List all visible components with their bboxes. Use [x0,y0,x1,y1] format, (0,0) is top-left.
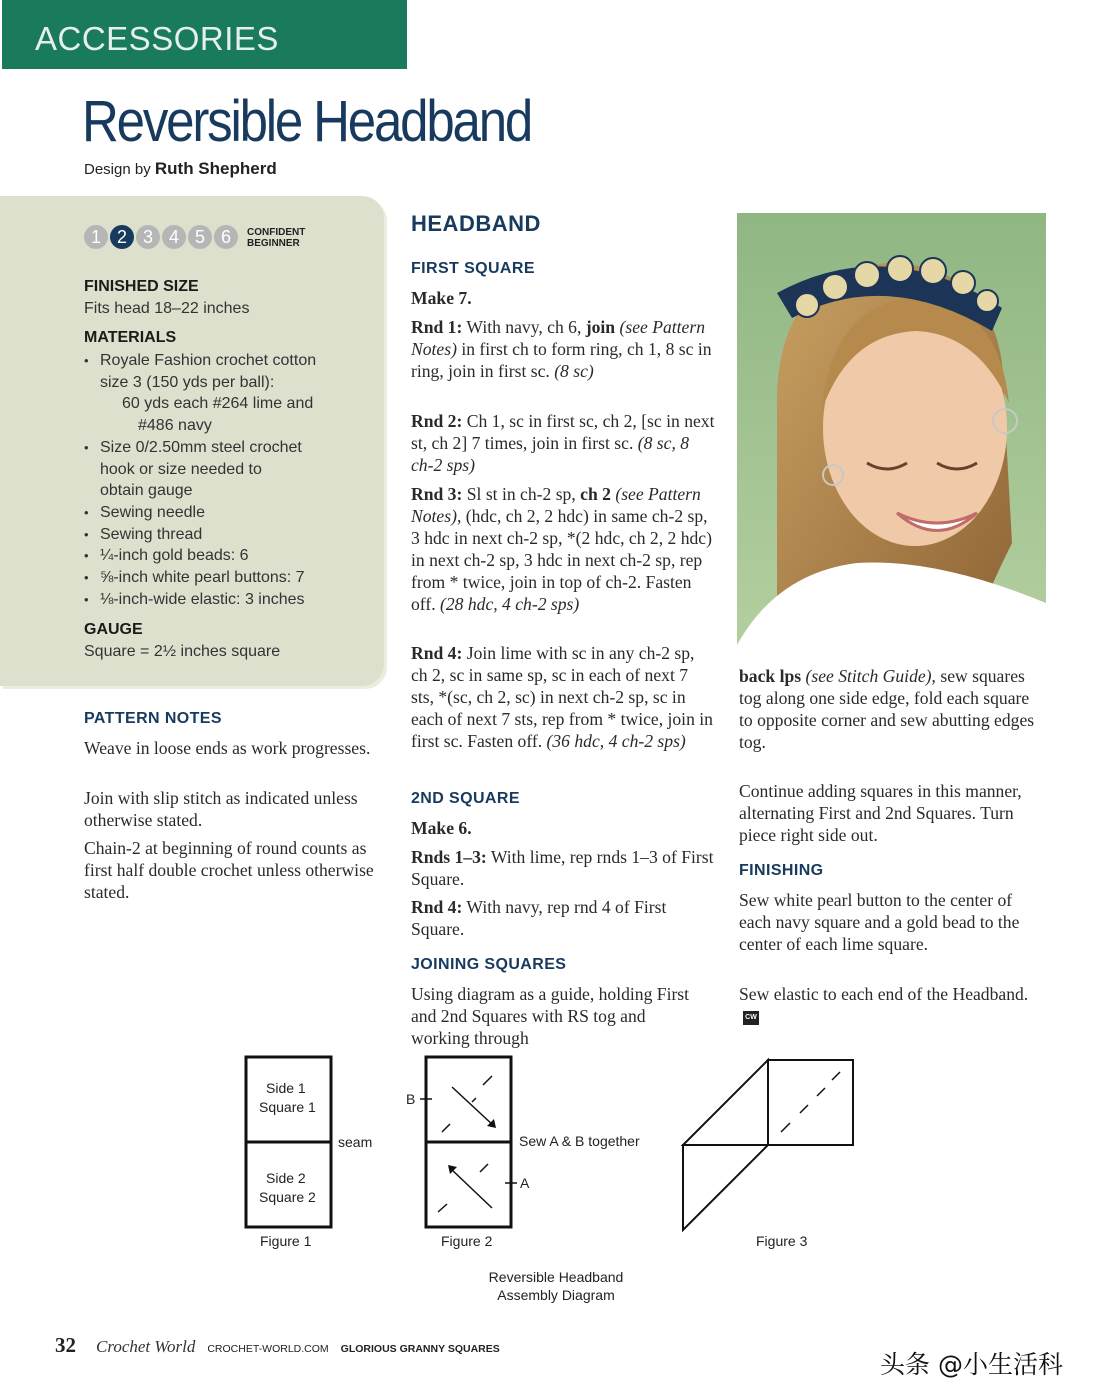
issue-title: GLORIOUS GRANNY SQUARES [340,1343,500,1355]
joining-heading: JOINING SQUARES [411,956,567,973]
pattern-notes-heading: PATTERN NOTES [84,710,222,727]
rnd4-2nd-instruction: Rnd 4: With navy, rep rnd 4 of First Square. [411,897,667,939]
skill-level-2-icon: 2 [110,225,134,249]
pattern-note: Chain-2 at beginning of round counts as first half double crochet unless otherwise stated. [84,838,374,902]
finishing-text-1: Sew white pearl button to the center of each navy square and a gold bead to the center of each lime square. [739,890,1020,954]
second-square-heading: 2ND SQUARE [411,790,520,807]
headband-heading: HEADBAND [411,211,541,236]
byline [84,159,277,179]
pattern-note: Join with slip stitch as indicated unless otherwise stated. [84,788,358,830]
finishing-text-2: Sew elastic to each end of the Headband.CW [739,983,1039,1027]
list-item: • ⅝-inch white pearl buttons: 7 [84,567,374,589]
finishing-heading: FINISHING [739,862,824,879]
skill-level-1-icon: 1 [84,225,108,249]
list-item: • Royale Fashion crochet cotton [84,350,374,372]
figure1-side2-label: Side 2 [266,1170,306,1186]
figure1-square1-label: Square 1 [259,1099,316,1115]
rnd1-instruction: Rnd 1: With navy, ch 6, join (see Pattern Notes) in first ch to form ring, ch 1, 8 sc in ring, join in first sc. (8 sc) [411,317,712,381]
list-item: • Sewing thread [84,524,374,546]
byline-prefix: Design by [84,161,151,178]
first-square-heading: FIRST SQUARE [411,260,535,277]
watermark: 头条 @小生活科 [880,1350,1063,1379]
figure2-note: Sew A & B together [519,1133,640,1149]
gauge-text: Square = 2½ inches square [84,643,281,660]
end-mark-icon: CW [743,1011,759,1025]
list-item: hook or size needed to [100,460,262,478]
finished-size-heading: FINISHED SIZE [84,278,199,295]
joining-text-part2: back lps (see Stitch Guide), sew squares tog along one side edge, fold each square to opposite corner and sew abutting edges tog. [739,666,1035,752]
list-item: • Sewing needle [84,502,374,524]
figure1-label: Figure 1 [260,1233,312,1249]
skill-level-3-icon: 3 [136,225,160,249]
figure3-folded-square [683,1060,853,1230]
skill-level-5-icon: 5 [188,225,212,249]
magazine-url: CROCHET-WORLD.COM [207,1343,329,1355]
page-title: Reversible Headband [82,89,532,154]
figure3-label: Figure 3 [756,1233,808,1249]
skill-level-6-icon: 6 [214,225,238,249]
list-item: obtain gauge [100,482,193,500]
section-label: ACCESSORIES [35,20,279,57]
list-item: • ¼-inch gold beads: 6 [84,545,374,567]
figure2-b-label: B [406,1091,416,1107]
headband-model-photo [737,213,1046,645]
page-footer [55,1333,500,1363]
page-number: 32 [55,1333,76,1357]
materials-list [84,350,374,610]
rnds1-3-instruction: Rnds 1–3: With lime, rep rnds 1–3 of First Square. [411,847,714,889]
materials-heading: MATERIALS [84,329,177,346]
designer-name: Ruth Shepherd [154,159,277,178]
joining-text-2: Continue adding squares in this manner, alternating First and 2nd Squares. Turn piece right side out. [739,781,1022,845]
figure1-side1-label: Side 1 [266,1080,306,1096]
rnd3-instruction: Rnd 3: Sl st in ch-2 sp, ch 2 (see Pattern Notes), (hdc, ch 2, 2 hdc) in same ch-2 sp, 3 hdc in next ch-2 sp, *(2 hdc, ch 2, 2 hdc) in next ch-2 sp, 3 hdc in next ch-2 sp, rep from * twice, join in top of ch-2. Fasten off. (28 hdc, 4 ch-2 sps) [411,484,712,614]
rnd4-instruction: Rnd 4: Join lime with sc in any ch-2 sp, ch 2, sc in same sp, sc in each of next 7 sts, *(sc, ch 2, sc) in next ch-2 sp, sc in each of next 7 sts, rep from * twice, join in first sc. Fasten off. (36 hdc, 4 ch-2 sps) [411,643,713,751]
figure2-label: Figure 2 [441,1233,493,1249]
list-item: • Size 0/2.50mm steel crochet [84,437,374,459]
figure3-fold-marks [781,1072,840,1132]
joining-text-part1: Using diagram as a guide, holding First and 2nd Squares with RS tog and working through [411,984,690,1048]
figure2-fold-marks [420,1076,517,1212]
list-item: 60 yds each #264 lime and [122,395,314,413]
figure2-a-label: A [520,1175,530,1191]
list-item: size 3 (150 yds per ball): [100,373,275,391]
list-item: #486 navy [138,417,212,435]
skill-level-indicator [84,225,238,249]
section-tab [2,0,407,69]
first-square-make: Make 7. [411,288,472,308]
figure1-square2-label: Square 2 [259,1189,316,1205]
skill-level-4-icon: 4 [162,225,186,249]
pattern-note: Weave in loose ends as work progresses. [84,738,371,758]
list-item: • ⅛-inch-wide elastic: 3 inches [84,589,374,611]
magazine-name: Crochet World [96,1337,196,1356]
woman-wearing-headband-image [737,213,1046,645]
rnd2-instruction: Rnd 2: Ch 1, sc in first sc, ch 2, [sc in next st, ch 2] 7 times, join in first sc. (8 sc, 8 ch-2 sps) [411,411,715,475]
skill-level-label: CONFIDENT BEGINNER [247,227,306,249]
figure1-seam-label: seam [338,1134,373,1150]
second-square-make: Make 6. [411,818,472,838]
finished-size-text: Fits head 18–22 inches [84,300,250,317]
diagram-caption: Reversible Headband Assembly Diagram [488,1269,624,1303]
gauge-heading: GAUGE [84,621,143,638]
